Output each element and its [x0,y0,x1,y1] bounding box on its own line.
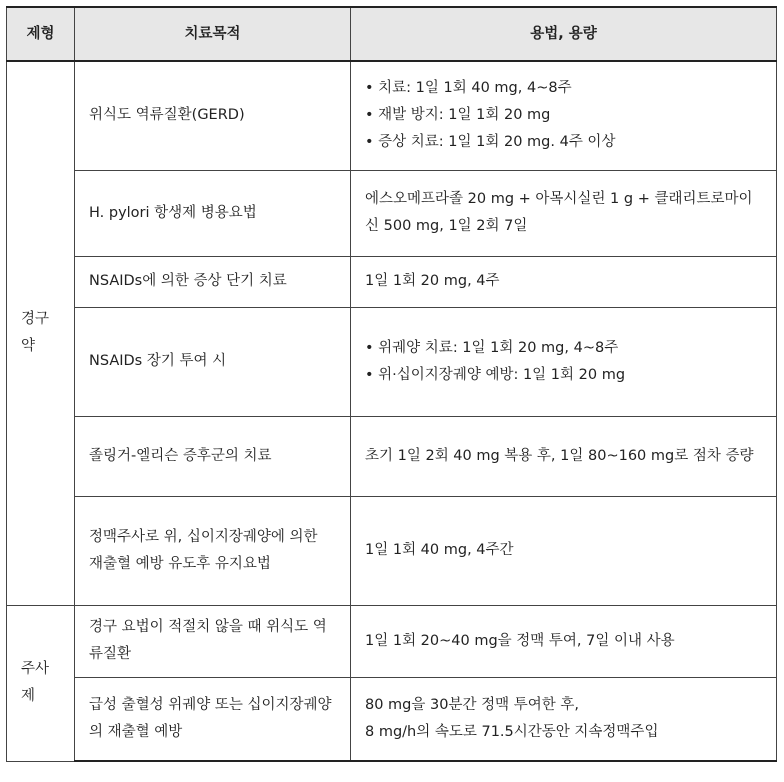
dosage-item: • 위·십이지장궤양 예방: 1일 1회 20 mg [365,362,762,389]
header-purpose: 치료목적 [75,7,351,61]
purpose-cell: NSAIDs에 의한 증상 단기 치료 [75,256,351,307]
dosage-list [365,335,762,389]
form-oral: 경구약 [7,61,75,605]
dosage-item: • 치료: 1일 1회 40 mg, 4~8주 [365,75,762,102]
table-row [7,256,777,307]
purpose-cell: 위식도 역류질환(GERD) [75,61,351,170]
dosage-list [365,75,762,156]
dosage-cell [351,61,777,170]
dosage-cell [351,307,777,416]
table-row [7,416,777,496]
table-row [7,170,777,256]
form-injection: 주사제 [7,605,75,761]
dosage-line: 80 mg을 30분간 정맥 투여한 후, [365,696,579,713]
dosage-item: • 재발 방지: 1일 1회 20 mg [365,102,762,129]
purpose-cell: NSAIDs 장기 투여 시 [75,307,351,416]
header-dosage: 용법, 용량 [351,7,777,61]
purpose-cell: 졸링거-엘리슨 증후군의 치료 [75,416,351,496]
dosage-cell: 초기 1일 2회 40 mg 복용 후, 1일 80~160 mg로 점차 증량 [351,416,777,496]
table-row [7,677,777,761]
dosage-cell: 1일 1회 20~40 mg을 정맥 투여, 7일 이내 사용 [351,605,777,677]
dosage-cell [351,677,777,761]
table-row [7,496,777,605]
table-row [7,307,777,416]
table-row [7,605,777,677]
purpose-cell: 급성 출혈성 위궤양 또는 십이지장궤양의 재출혈 예방 [75,677,351,761]
dosage-cell: 1일 1회 20 mg, 4주 [351,256,777,307]
dosage-item: • 위궤양 치료: 1일 1회 20 mg, 4~8주 [365,335,762,362]
dosage-item: • 증상 치료: 1일 1회 20 mg. 4주 이상 [365,129,762,156]
purpose-cell: 정맥주사로 위, 십이지장궤양에 의한 재출혈 예방 유도후 유지요법 [75,496,351,605]
header-row [7,7,777,61]
table-row [7,61,777,170]
purpose-cell: 경구 요법이 적절치 않을 때 위식도 역류질환 [75,605,351,677]
dosage-cell: 에스오메프라졸 20 mg + 아목시실린 1 g + 클래리트로마이신 500 mg, 1일 2회 7일 [351,170,777,256]
dosage-line: 8 mg/h의 속도로 71.5시간동안 지속정맥주입 [365,723,659,740]
dosage-table [6,6,777,762]
purpose-cell: H. pylori 항생제 병용요법 [75,170,351,256]
header-form: 제형 [7,7,75,61]
dosage-cell: 1일 1회 40 mg, 4주간 [351,496,777,605]
